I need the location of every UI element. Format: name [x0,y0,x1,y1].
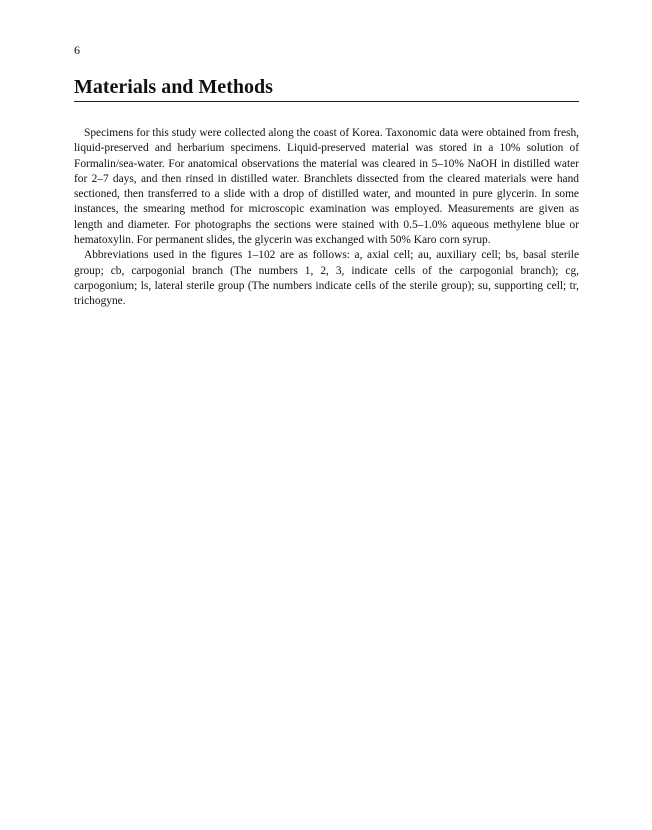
paragraph-abbreviations: Abbreviations used in the figures 1–102 are as follows: a, axial cell; au, auxiliary cell; bs, basal sterile group; cb, carpogonial branch (The numbers 1, 2, 3, indicate cells of the carpogonial branch); cg, carpogonium; ls, lateral sterile group (The numbers indicate cells of the sterile group); su, supporting cell; tr, trichogyne. [74,249,579,308]
body-text [74,126,579,310]
section-heading: Materials and Methods [74,74,579,102]
page-number: 6 [74,43,80,57]
paragraph-methods: Specimens for this study were collected along the coast of Korea. Taxonomic data were obtained from fresh, liquid-preserved and herbarium specimens. Liquid-preserved material was stored in a 10% solution of Formalin/sea-water. For anatomical observations the material was cleared in 5–10% NaOH in distilled water for 2–7 days, and then rinsed in distilled water. Branchlets dissected from the cleared materials were hand sectioned, then transferred to a slide with a drop of distilled water, and mounted in pure glycerin. In some instances, the smearing method for microscopic examination was employed. Measurements are given as length and diameter. For photographs the sections were stained with 0.5–1.0% aqueous methylene blue or hematoxylin. For permanent slides, the glycerin was exchanged with 50% Karo corn syrup. [74,127,579,247]
